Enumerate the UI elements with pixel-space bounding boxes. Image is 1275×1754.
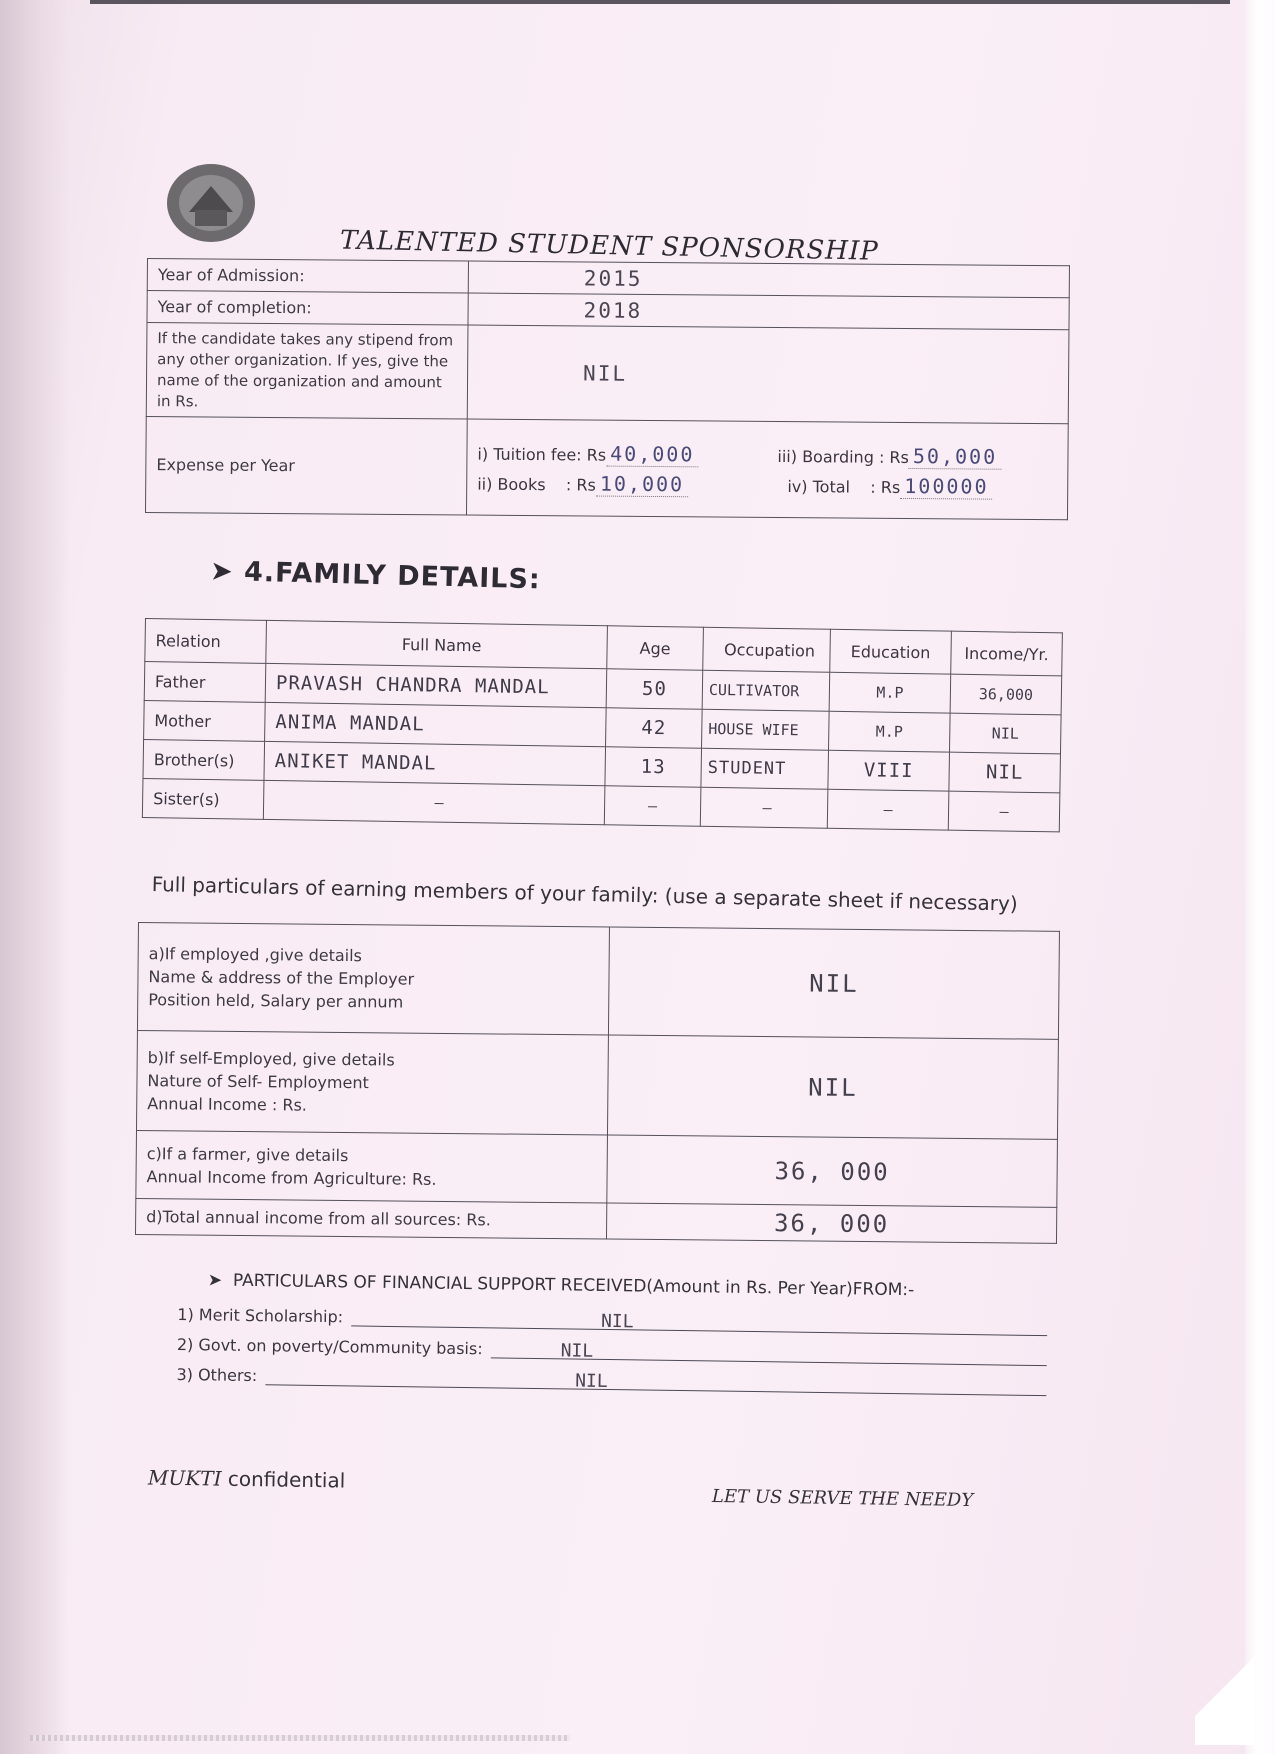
total-income-label <box>136 1198 607 1239</box>
expense-breakdown <box>477 440 1057 499</box>
others-value: NIL <box>575 1370 608 1393</box>
occupation-cell: — <box>700 787 828 828</box>
admission-table <box>145 258 1070 520</box>
header-education: Education <box>830 629 952 674</box>
scan-shadow-left <box>0 0 70 1754</box>
label-line: b)If self-Employed, give details <box>147 1048 395 1070</box>
full-name-cell: PRAVASH CHANDRA MANDAL <box>265 663 607 707</box>
age-cell: 13 <box>605 747 702 788</box>
relation-cell: Mother <box>144 700 266 741</box>
footer-confidential-text: confidential <box>227 1466 346 1493</box>
relation-cell: Sister(s) <box>142 778 264 819</box>
relation-cell: Brother(s) <box>143 739 265 780</box>
table-row <box>136 1130 1058 1207</box>
total-income-value: 36, 000 <box>773 1208 890 1238</box>
farmer-label <box>136 1130 608 1203</box>
header-age: Age <box>607 626 704 671</box>
education-cell: M.P <box>829 672 951 713</box>
financial-support-title: PARTICULARS OF FINANCIAL SUPPORT RECEIVED(Amount in Rs. Per Year)FROM:- <box>232 1270 915 1301</box>
boarding-value: 50,000 <box>909 443 1001 469</box>
age-cell: 50 <box>606 669 703 710</box>
full-name-cell: ANIKET MANDAL <box>264 741 606 785</box>
boarding-label: iii) Boarding <box>777 446 874 467</box>
year-of-admission-label: Year of Admission: <box>147 259 468 294</box>
total-prefix: : Rs <box>870 477 901 497</box>
occupation-cell: HOUSE WIFE <box>702 709 830 750</box>
footer-brand: MUKTI <box>147 1465 222 1491</box>
arrow-bullet-icon: ➤ <box>207 1270 223 1291</box>
footer-confidential <box>148 1465 346 1492</box>
expense-label: Expense per Year <box>146 416 468 515</box>
farmer-value: 36, 000 <box>774 1156 890 1186</box>
scan-artifact-strip <box>30 1735 570 1741</box>
stipend-value: NIL <box>583 360 628 386</box>
others-label: 3) Others: <box>176 1364 258 1386</box>
family-section-title: 4.FAMILY DETAILS: <box>243 556 542 596</box>
label-line: c)If a farmer, give details <box>146 1143 349 1165</box>
self-employed-label <box>136 1030 608 1135</box>
education-cell: VIII <box>828 750 950 791</box>
label-line: Nature of Self- Employment <box>147 1071 369 1093</box>
books-value: 10,000 <box>596 471 688 497</box>
boarding-prefix: : Rs <box>878 447 910 467</box>
table-row <box>137 923 1059 1040</box>
govt-support-label: 2) Govt. on poverty/Community basis: <box>176 1334 483 1359</box>
employed-value: NIL <box>809 968 859 998</box>
income-cell: 36,000 <box>950 674 1062 715</box>
occupation-cell: CULTIVATOR <box>702 670 830 711</box>
label-line: Position held, Salary per annum <box>148 990 404 1012</box>
education-cell: — <box>827 789 949 830</box>
full-name-cell: — <box>263 780 605 824</box>
mukti-logo-seal <box>165 162 257 244</box>
year-of-completion-value: 2018 <box>583 297 643 323</box>
header-full-name: Full Name <box>266 620 608 668</box>
total-value: 100000 <box>900 473 992 499</box>
income-cell: NIL <box>949 713 1061 754</box>
stipend-label: If the candidate takes any stipend from any other organization. If yes, give the name of the organization and amount in Rs. <box>146 323 468 420</box>
govt-support-value: NIL <box>560 1340 594 1362</box>
tuition-label: i) Tuition fee: Rs <box>477 444 607 465</box>
total-label: iv) Total <box>787 476 851 497</box>
education-cell: M.P <box>829 711 951 752</box>
occupation-cell: STUDENT <box>701 748 829 789</box>
label-line: Annual Income : Rs. <box>147 1094 308 1115</box>
tuition-value: 40,000 <box>606 441 698 467</box>
age-cell: — <box>604 786 701 827</box>
label-line: d)Total annual income from all sources: Rs. <box>146 1207 491 1230</box>
label-line: Name & address of the Employer <box>148 967 415 989</box>
table-row <box>136 1030 1058 1139</box>
income-cell: NIL <box>949 752 1061 793</box>
earning-members-intro: Full particulars of earning members of your family: (use a separate sheet if necessary) <box>151 872 1018 916</box>
label-line: a)If employed ,give details <box>148 944 363 966</box>
books-label: ii) Books <box>477 474 546 494</box>
footer-motto: LET US SERVE THE NEEDY <box>711 1485 974 1512</box>
family-details-table <box>142 618 1063 832</box>
employed-label <box>137 923 609 1036</box>
age-cell: 42 <box>606 708 703 749</box>
books-prefix: : Rs <box>565 474 596 495</box>
earning-members-table <box>135 922 1060 1244</box>
document-title: TALENTED STUDENT SPONSORSHIP <box>339 225 879 267</box>
year-of-completion-label: Year of completion: <box>147 291 468 326</box>
scan-edge-top <box>90 0 1230 4</box>
financial-support-section <box>176 1270 1048 1396</box>
table-row <box>136 1198 1057 1243</box>
relation-cell: Father <box>144 662 266 703</box>
income-cell: — <box>948 791 1060 832</box>
full-name-cell: ANIMA MANDAL <box>265 702 607 746</box>
header-income: Income/Yr. <box>951 631 1063 676</box>
family-section-heading <box>210 556 541 596</box>
header-relation: Relation <box>145 619 267 664</box>
page-curl <box>1195 1625 1255 1745</box>
self-employed-value: NIL <box>808 1072 858 1102</box>
scan-edge-right <box>1245 0 1275 1754</box>
merit-scholarship-label: 1) Merit Scholarship: <box>177 1304 344 1327</box>
header-occupation: Occupation <box>703 627 831 672</box>
arrow-bullet-icon: ➤ <box>209 555 235 588</box>
year-of-admission-value: 2015 <box>583 265 643 291</box>
label-line: Annual Income from Agriculture: Rs. <box>146 1166 437 1189</box>
merit-scholarship-value: NIL <box>600 1310 634 1333</box>
